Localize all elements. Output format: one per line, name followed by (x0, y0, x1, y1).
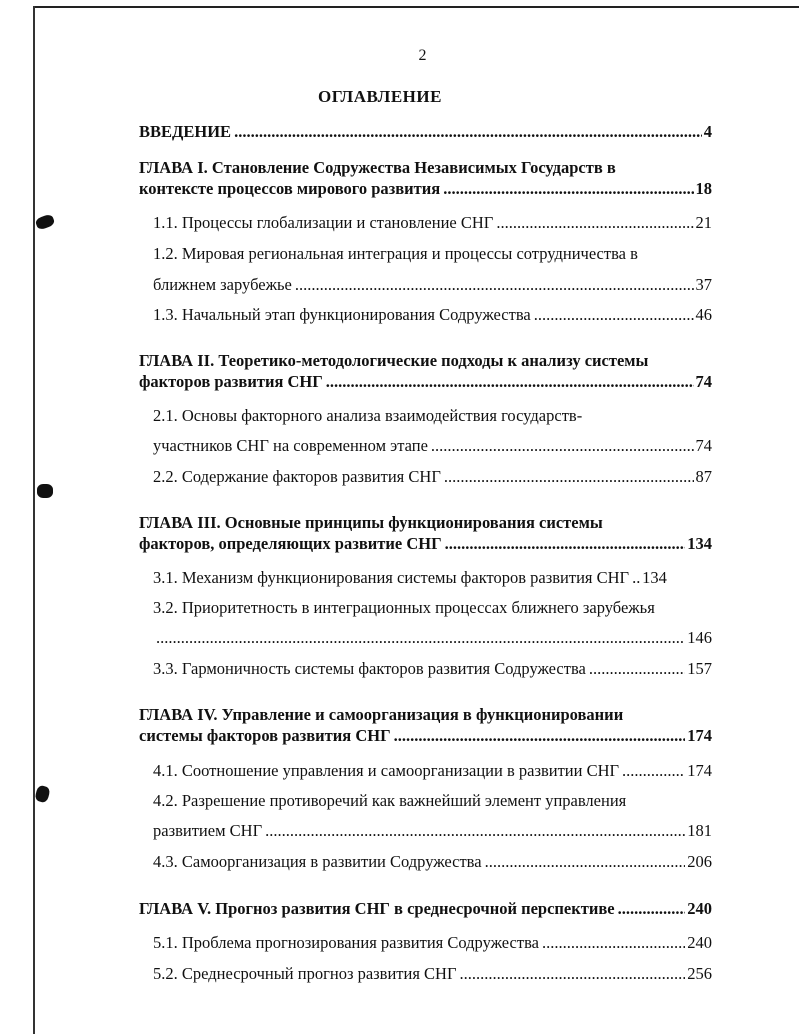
toc-chapter-3[interactable] (139, 533, 712, 555)
toc-label: 5.1. Проблема прогнозирования развития Содружества (153, 933, 539, 952)
toc-page: 206 (687, 852, 712, 871)
toc-page: 157 (687, 659, 712, 678)
toc-label: ВВЕДЕНИЕ (139, 122, 232, 141)
leader-dots (534, 304, 694, 326)
leader-dots (326, 371, 694, 393)
toc-label: 1.3. Начальный этап функционирования Содружества (153, 305, 531, 324)
toc-page: 256 (687, 964, 712, 983)
toc-section-1-2[interactable] (153, 274, 712, 296)
leader-dots (622, 760, 685, 782)
toc-label: 4.1. Соотношение управления и самоорганизации в развитии СНГ (153, 761, 620, 780)
toc-chapter-4[interactable] (139, 725, 712, 747)
scan-blot-2 (37, 484, 53, 498)
toc-section-4-3[interactable] (153, 851, 712, 873)
toc-section-1-3[interactable] (153, 304, 712, 326)
leader-dots (234, 121, 702, 143)
leader-dots (445, 533, 686, 555)
toc-page: 174 (687, 726, 712, 745)
toc-page: 4 (703, 122, 712, 141)
toc-page: 240 (687, 933, 712, 952)
toc-label: 3.3. Гармоничность системы факторов развития Содружества (153, 659, 586, 678)
toc-page: 134 (642, 568, 667, 587)
toc-section-2-2[interactable] (153, 466, 712, 488)
chapter-title-line: ГЛАВА III. Основные принципы функционирования системы (139, 513, 603, 532)
toc-label: системы факторов развития СНГ (139, 726, 391, 745)
toc-page: 146 (687, 628, 712, 647)
toc-page: 18 (695, 179, 712, 198)
toc-section-4-2[interactable] (153, 820, 712, 842)
leader-dots (394, 725, 686, 747)
section-title-line: 1.2. Мировая региональная интеграция и процессы сотрудничества в (153, 244, 638, 263)
page-number: 2 (418, 47, 427, 64)
leader-dots (156, 627, 685, 649)
toc-page: 240 (687, 899, 712, 918)
leader-dots (589, 658, 685, 680)
leader-dots (460, 963, 686, 985)
leader-dots (496, 212, 693, 234)
chapter-title-line: ГЛАВА II. Теоретико-методологические подходы к анализу системы (139, 351, 649, 370)
leader-dots (542, 932, 685, 954)
leader-dots (618, 898, 686, 920)
chapter-title-line: ГЛАВА IV. Управление и самоорганизация в функционировании (139, 705, 624, 724)
toc-label: ГЛАВА V. Прогноз развития СНГ в среднесрочной перспективе (139, 899, 615, 918)
toc-section-2-1[interactable] (153, 435, 712, 457)
scan-blot-1 (34, 213, 55, 230)
leader-dots (444, 466, 694, 488)
toc-page: 174 (687, 761, 712, 780)
leader-dots (443, 178, 693, 200)
toc-label: 2.2. Содержание факторов развития СНГ (153, 467, 441, 486)
toc-section-4-1[interactable] (153, 760, 712, 782)
toc-chapter-5[interactable] (139, 898, 712, 920)
toc-page: 74 (695, 372, 712, 391)
toc-section-3-1[interactable] (153, 567, 712, 589)
scan-left-border (33, 6, 35, 1034)
leader-dots (295, 274, 694, 296)
toc-section-5-2[interactable] (153, 963, 712, 985)
toc-section-3-2[interactable] (153, 627, 712, 649)
toc-page: 74 (695, 436, 712, 455)
toc-label: 3.1. Механизм функционирования системы факторов развития СНГ (153, 568, 630, 587)
toc-chapter-1[interactable] (139, 178, 712, 200)
toc-chapter-2[interactable] (139, 371, 712, 393)
toc-page: 37 (695, 275, 712, 294)
section-title-line: 4.2. Разрешение противоречий как важнейший элемент управления (153, 791, 627, 810)
leader-dots (265, 820, 685, 842)
toc-label: участников СНГ на современном этапе (153, 436, 428, 455)
leader-dots (485, 851, 686, 873)
toc-label: 1.1. Процессы глобализации и становление СНГ (153, 213, 494, 232)
toc-page: 134 (687, 534, 712, 553)
toc-page: 87 (695, 467, 712, 486)
toc-label: развитием СНГ (153, 821, 263, 840)
toc-label: факторов развития СНГ (139, 372, 323, 391)
toc-intro[interactable] (139, 121, 712, 143)
toc-label: факторов, определяющих развитие СНГ (139, 534, 442, 553)
toc-page: 181 (687, 821, 712, 840)
toc-page: 21 (695, 213, 712, 232)
scan-top-border (34, 6, 799, 8)
toc-heading: ОГЛАВЛЕНИЕ (318, 87, 442, 106)
toc-section-3-3[interactable] (153, 658, 712, 680)
chapter-title-line: ГЛАВА I. Становление Содружества Независимых Государств в (139, 158, 616, 177)
leader-dots (431, 435, 694, 457)
toc-section-5-1[interactable] (153, 932, 712, 954)
section-title-line: 3.2. Приоритетность в интеграционных процессах ближнего зарубежья (153, 598, 655, 617)
toc-page: 46 (695, 305, 712, 324)
section-title-line: 2.1. Основы факторного анализа взаимодействия государств- (153, 406, 583, 425)
toc-label: контексте процессов мирового развития (139, 179, 441, 198)
toc-label: 4.3. Самоорганизация в развитии Содружества (153, 852, 482, 871)
leader-dots (632, 567, 640, 589)
toc-label: 5.2. Среднесрочный прогноз развития СНГ (153, 964, 457, 983)
toc-section-1-1[interactable] (153, 212, 712, 234)
toc-label: ближнем зарубежье (153, 275, 292, 294)
scan-blot-3 (34, 785, 51, 804)
